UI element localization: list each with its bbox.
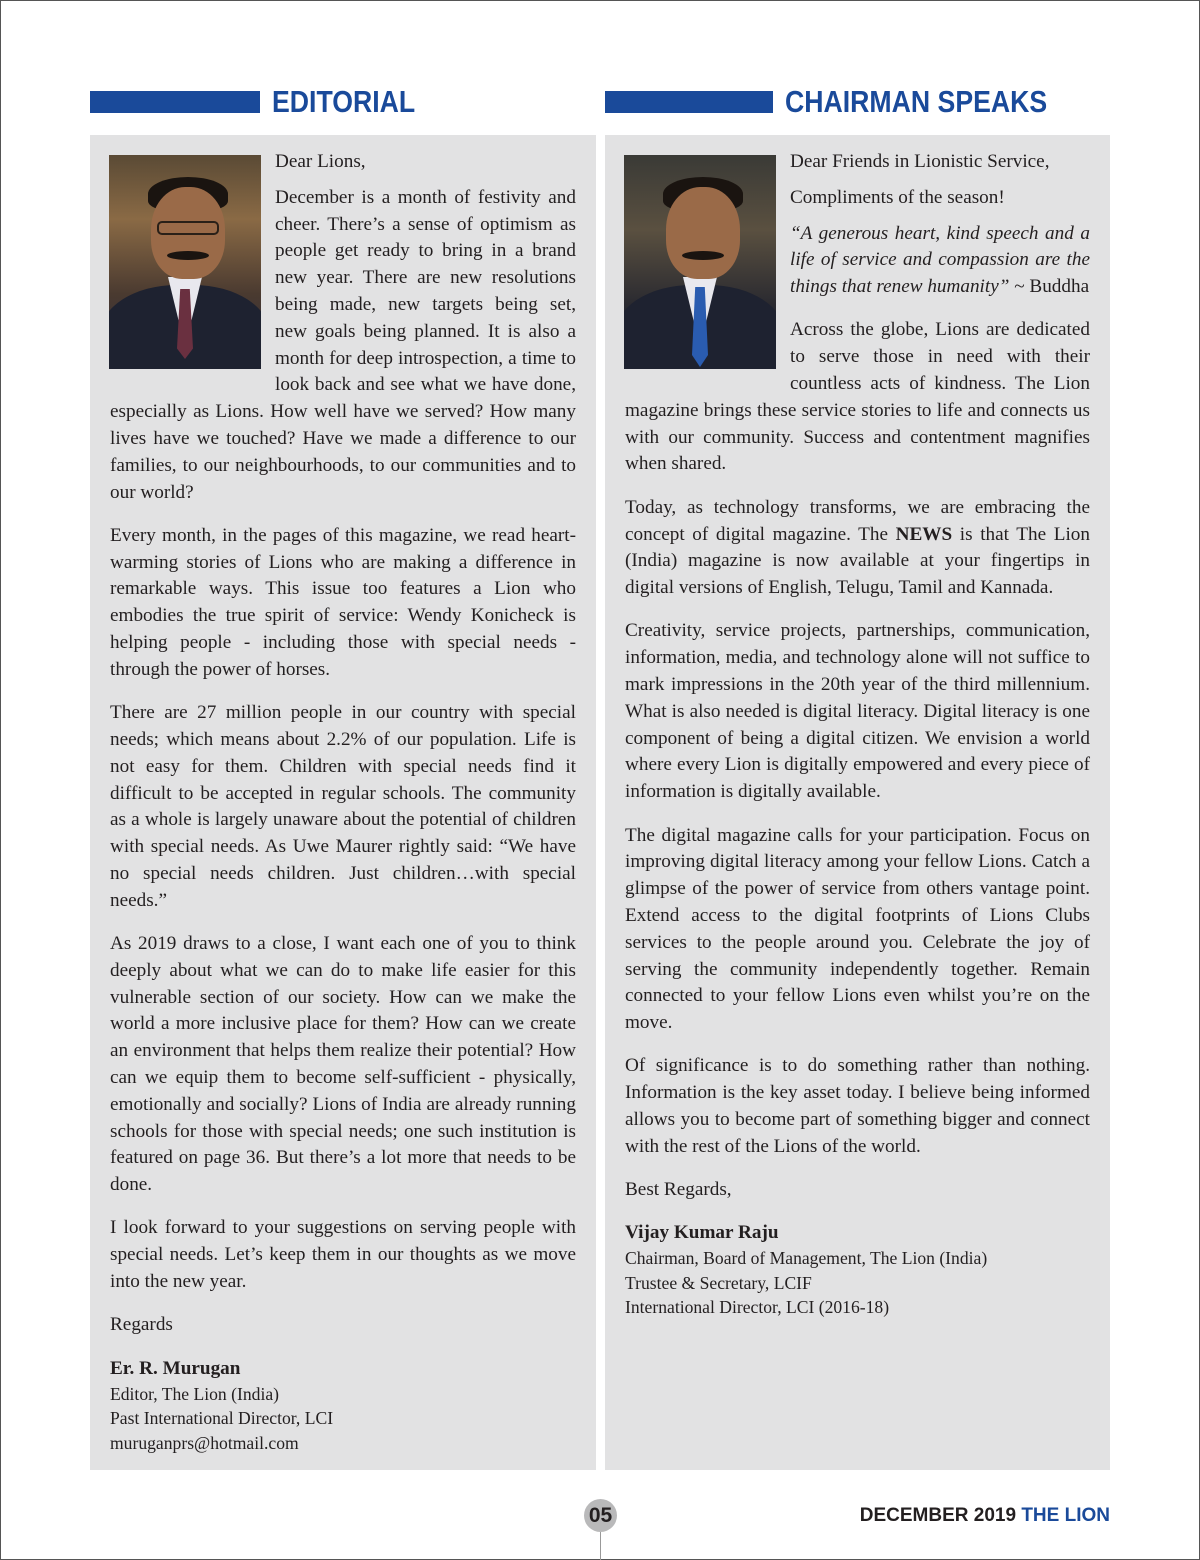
chairman-portrait-photo [624, 155, 776, 369]
chairman-title: Chairman, Board of Management, The Lion (India) [625, 1248, 988, 1269]
editorial-paragraph: I look forward to your suggestions on serving people with special needs. Let’s keep them in our thoughts as we move into the new year. [110, 1217, 576, 1293]
editorial-heading-bar [90, 91, 260, 113]
editorial-paragraph: There are 27 million people in our country with special needs; which means about 2.2% of our population. Life is not easy for them. Children with special needs find it difficult to be accepted in regular schools. The community as a whole is largely unaware about the potential of children with special needs. As Uwe Maurer rightly said: “We have no special needs children. Just children…with special needs.” [110, 702, 576, 911]
quote-attribution: ~ Buddha [1009, 276, 1090, 298]
editorial-salutation: Dear Lions, [275, 151, 366, 172]
news-emphasis: NEWS [895, 523, 953, 545]
editor-portrait-photo [109, 155, 261, 369]
editorial-paragraph: Every month, in the pages of this magazine, we read heart-warming stories of Lions who are making a difference in remarkable ways. This issue too features a Lion who embodies the true spirit of service: Wendy Konicheck is helping people - including those with special needs - through the power of horses. [110, 524, 576, 680]
editor-title: Editor, The Lion (India) [110, 1383, 279, 1404]
footer-issue: DECEMBER 2019 [859, 1505, 1022, 1526]
editor-past-role: Past International Director, LCI [110, 1408, 334, 1429]
editorial-panel [90, 135, 596, 1470]
chairman-paragraph: Today, as technology transforms, we are embracing the concept of digital magazine. The NEWS is that The Lion (India) magazine is now available at your fingertips in digital versions of English, Telugu, Tamil and Kannada. [625, 496, 1090, 599]
chairman-name: Vijay Kumar Raju [625, 1222, 779, 1244]
page-number-tick [600, 1532, 601, 1560]
footer-issue-line [860, 1505, 1110, 1539]
chairman-director-role: International Director, LCI (2016-18) [625, 1297, 890, 1318]
chairman-paragraph: The digital magazine calls for your participation. Focus on improving digital literacy among your fellow Lions. Catch a glimpse of the power of service from others vantage point. Extend access to the digital footprints of Lions Clubs services to the people around you. Celebrate the joy of serving the community independently together. Remain connected to your fellow Lions even whilst you’re on the move. [625, 824, 1090, 1034]
editorial-heading-block [90, 86, 439, 118]
editorial-closing: Regards [110, 1314, 173, 1336]
editor-name: Er. R. Murugan [110, 1357, 241, 1379]
chairman-greeting: Compliments of the season! [790, 186, 1005, 208]
chairman-paragraph: Creativity, service projects, partnerships, communication, information, media, and technology alone will not suffice to mark impressions in the 20th year of the third millennium. What is also needed is digital literacy. Digital literacy is one component of being a digital citizen. We envision a world where every Lion is digitally empowered and every piece of information is digitally available. [625, 620, 1090, 803]
page-number: 05 [584, 1499, 617, 1532]
chairman-body [625, 149, 1090, 1320]
chairman-trustee-role: Trustee & Secretary, LCIF [625, 1272, 812, 1293]
editorial-paragraph: As 2019 draws to a close, I want each one of you to think deeply about what we can do to make life easier for this vulnerable section of our society. How can we make the world a more inclusive place for them? How can we create an environment that helps them realize their potential? How can we equip them to become self-sufficient - physically, emotionally and socially? Lions of India are already running schools for those with special needs; one such institution is featured on page 36. But there’s a lot more that needs to be done. [110, 933, 576, 1196]
chairman-paragraph: Across the globe, Lions are dedicated to serve those in need with their countless acts of kindness. The Lion magazine brings these service stories to life and connects us with our community. Success and contentment magnifies when shared. [625, 319, 1090, 475]
footer-brand: THE LION [1021, 1505, 1110, 1526]
chairman-heading: CHAIRMAN SPEAKS [785, 84, 1048, 119]
editorial-body [110, 149, 576, 1455]
chairman-closing: Best Regards, [625, 1179, 732, 1201]
chairman-heading-block [605, 86, 1090, 118]
chairman-heading-bar [605, 91, 773, 113]
chairman-paragraph: Of significance is to do something rather than nothing. Information is the key asset today. I believe being informed allows you to become part of something bigger and connect with the rest of the Lions of the world. [625, 1055, 1090, 1157]
buddha-quote: “A generous heart, kind speech and a life of service and compassion are the things that renew humanity” [790, 222, 1090, 298]
chairman-panel [605, 135, 1110, 1470]
editorial-heading: EDITORIAL [272, 84, 416, 119]
editor-email: muruganprs@hotmail.com [110, 1432, 299, 1453]
editorial-paragraph: December is a month of festivity and cheer. There’s a sense of optimism as people get ready to bring in a brand new year. There are new resolutions being made, new targets being set, new goals being planned. It is also a month for deep introspection, a time to look back and see what we have done, especially as Lions. How well have we served? How many lives have we touched? Have we made a difference to our families, to our neighbourhoods, to our communities and to our world? [110, 186, 576, 503]
chairman-salutation: Dear Friends in Lionistic Service, [790, 151, 1050, 172]
